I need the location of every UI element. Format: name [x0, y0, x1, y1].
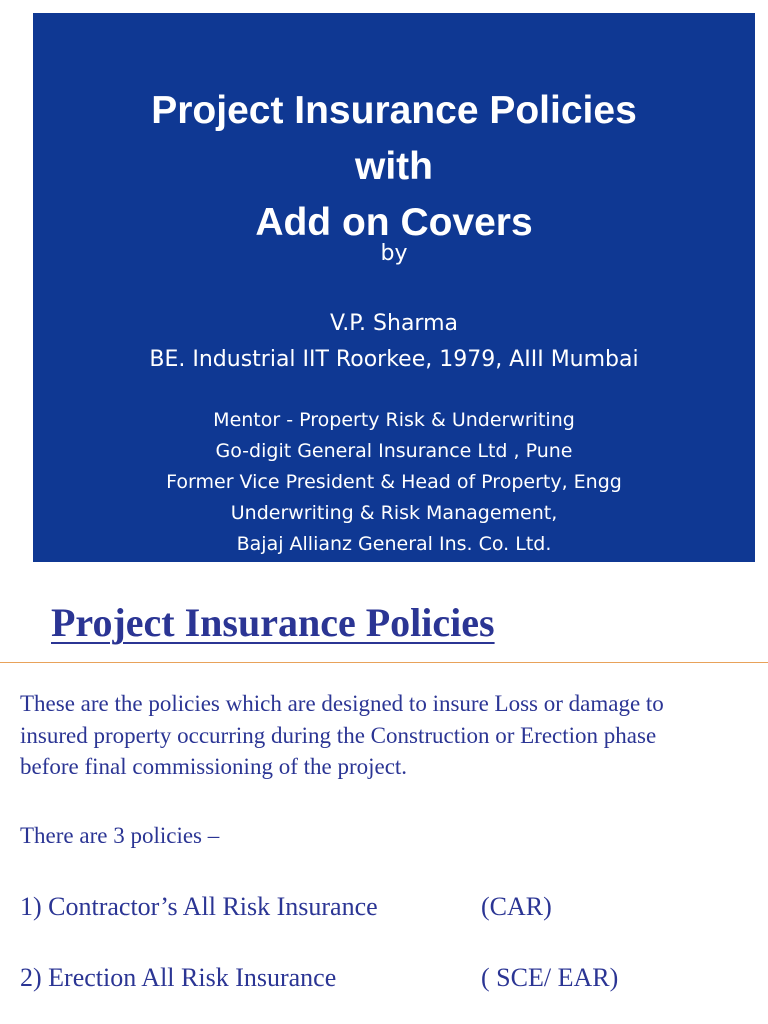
description-paragraph [20, 688, 760, 783]
title-line-1: Project Insurance Policies [151, 89, 637, 132]
bio-line-3: Former Vice President & Head of Property, Engg [166, 471, 622, 493]
policy-abbreviation: ( SCE/ EAR) [481, 963, 619, 992]
policy-abbreviation: (CAR) [481, 892, 552, 921]
author-bio [33, 405, 755, 560]
policies-intro: There are 3 policies – [20, 823, 220, 848]
author-name: V.P. Sharma [330, 311, 458, 336]
bio-line-5: Bajaj Allianz General Ins. Co. Ltd. [236, 533, 552, 555]
policy-name: 2) Erection All Risk Insurance [20, 963, 337, 992]
slide-title [33, 83, 755, 251]
title-line-2: with [355, 145, 433, 188]
author-block [33, 306, 755, 378]
policy-item-ear [20, 961, 720, 995]
policy-name: 1) Contractor’s All Risk Insurance [20, 892, 378, 921]
section-heading: Project Insurance Policies [51, 600, 495, 645]
bio-line-4: Underwriting & Risk Management, [230, 502, 558, 524]
by-label: by [380, 241, 408, 266]
title-slide [33, 13, 755, 562]
bio-line-1: Mentor - Property Risk & Underwriting [213, 409, 575, 431]
policy-item-car [20, 890, 720, 924]
heading-divider [0, 662, 768, 663]
author-qualification: BE. Industrial IIT Roorkee, 1979, AIII Mumbai [149, 347, 639, 372]
paragraph-line-3: before final commissioning of the project. [20, 754, 408, 779]
title-line-3: Add on Covers [255, 201, 533, 244]
paragraph-line-2: insured property occurring during the Construction or Erection phase [20, 722, 657, 748]
paragraph-line-1: These are the policies which are designed to insure Loss or damage to [20, 691, 664, 716]
bio-line-2: Go-digit General Insurance Ltd , Pune [215, 440, 573, 462]
